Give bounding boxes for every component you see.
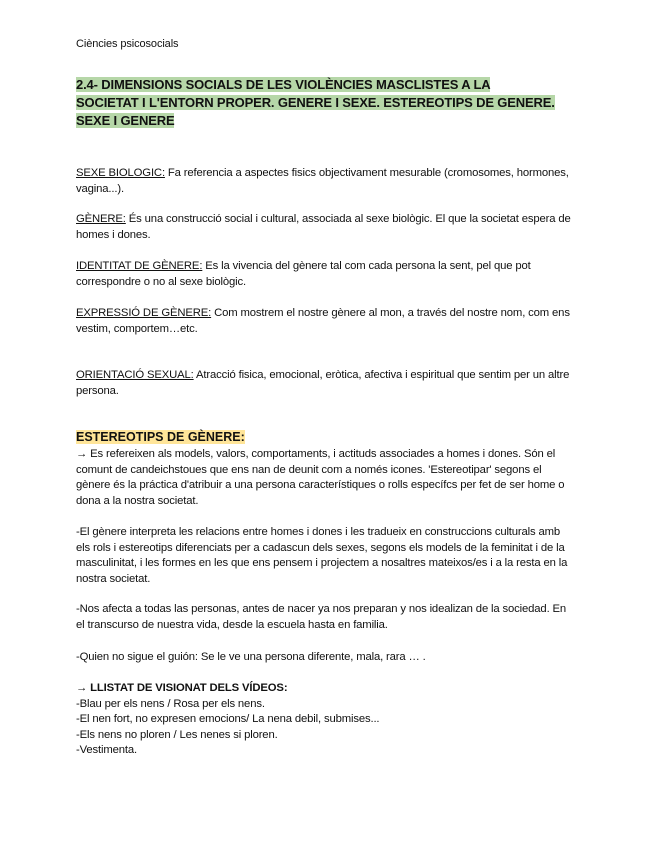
definition-text: Es la vivencia del gènere tal com cada persona la sent, pel que pot correspondre o no al sexe biològic.: [76, 260, 531, 288]
title-text: 2.4- DIMENSIONS SOCIALS DE LES VIOLÈNCIES MASCLISTES A LA SOCIETAT I L'ENTORN PROPER. GENERE I SEXE. ESTEREOTIPS DE GENERE. SEXE I GENERE: [76, 77, 555, 128]
stereotypes-intro: → Es refereixen als models, valors, comportaments, i actituds associades a homes i dones. Són el comunt de candeichstoues que ens nan de deunit com a només icones. 'Estereotipar' segons el gènere és la práctica d'atribuir a una persona característiques o rolls específcs per fet de ser home o dona a la nostra societat.: [76, 448, 565, 507]
list-item: -Els nens no ploren / Les nenes si ploren.: [76, 728, 278, 741]
definition-text: És una construcció social i cultural, associada al sexe biològic. El que la societat espera de homes i dones.: [76, 213, 571, 241]
definition-orientacio-sexual: [76, 368, 576, 399]
definition-term: GÈNERE:: [76, 213, 126, 225]
list-item: -Vestimenta.: [76, 744, 137, 756]
document-header: Ciències psicosocials: [76, 38, 179, 50]
stereotypes-heading: ESTEREOTIPS DE GÈNERE:: [76, 430, 245, 444]
definition-term: SEXE BIOLOGIC:: [76, 167, 165, 179]
list-item: -El nen fort, no expresen emocions/ La nena debil, submises...: [76, 713, 380, 725]
definition-identitat-genere: [76, 259, 576, 290]
definition-term: IDENTITAT DE GÈNERE:: [76, 260, 203, 272]
definition-expressio-genere: [76, 306, 576, 337]
definition-sexe-biologic: [76, 166, 576, 197]
definition-term: EXPRESSIÓ DE GÈNERE:: [76, 307, 212, 319]
stereotypes-paragraph-2: -Nos afecta a todas las personas, antes de nacer ya nos preparan y nos idealizan de la sociedad. En el transcurso de nuestra vida, desde la escuela hasta en familia.: [76, 603, 567, 631]
definition-text: Atracció fisica, emocional, eròtica, afectiva i espiritual que sentim per un altre persona.: [76, 369, 570, 397]
stereotypes-paragraph-3: -Quien no sigue el guión: Se le ve una persona diferente, mala, rara … .: [76, 651, 426, 663]
videos-list: [76, 681, 576, 759]
definition-text: Fa referencia a aspectes fisics objectivament mesurable (cromosomes, hormones, vagina...).: [76, 167, 569, 195]
list-item: -Blau per els nens / Rosa per els nens.: [76, 697, 265, 710]
section-title-main: [76, 76, 556, 130]
definition-genere: [76, 212, 576, 243]
stereotypes-paragraph-1: -El gènere interpreta les relacions entre homes i dones i les tradueix en construccions culturals amb els rols i estereotips diferenciats per a cadascun dels sexes, segons els models de la feminitat i de la masculinitat, i les formes en les que ens pensem i projectem a nosaltres mateixos/es i a la resta en la nostra societat.: [76, 526, 568, 585]
definition-term: ORIENTACIÓ SEXUAL:: [76, 369, 194, 381]
definition-text: Com mostrem el nostre gènere al mon, a través del nostre nom, com ens vestim, comportem…etc.: [76, 307, 570, 335]
videos-heading: → LLISTAT DE VISIONAT DELS VÍDEOS:: [76, 682, 288, 694]
